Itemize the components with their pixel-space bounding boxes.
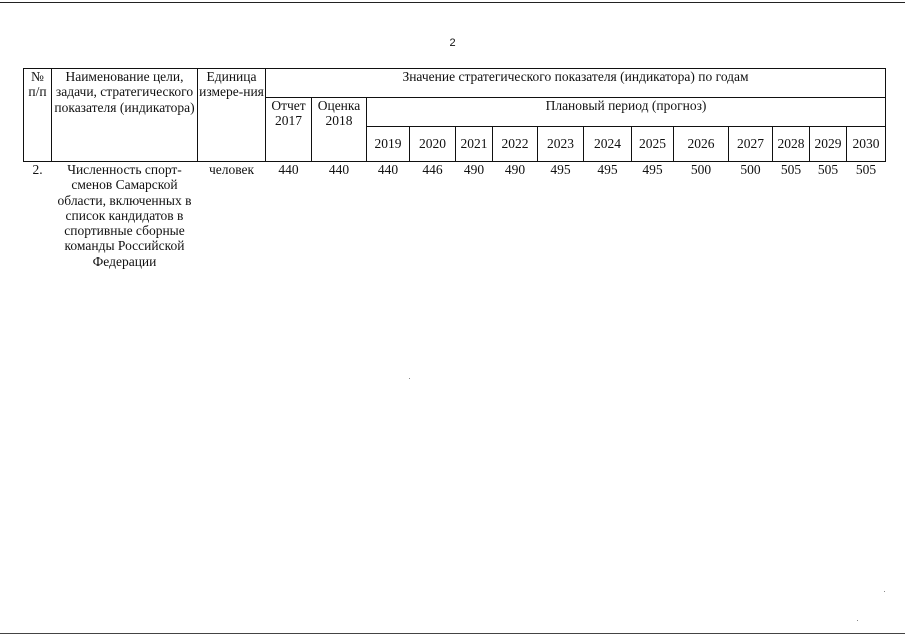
header-values-group: Значение стратегического показателя (индикатора) по годам bbox=[266, 69, 886, 98]
header-plan-group: Плановый период (прогноз) bbox=[367, 98, 886, 127]
row-year-value: 440 bbox=[377, 162, 399, 177]
header-year: 2019 bbox=[367, 127, 410, 162]
header-unit: Единица измере-ния bbox=[198, 69, 266, 162]
row-year-value: 490 bbox=[463, 162, 485, 177]
row-year-value: 505 bbox=[817, 162, 839, 177]
scan-speck bbox=[884, 591, 885, 592]
row-report-value: 440 bbox=[278, 162, 299, 177]
header-year: 2022 bbox=[493, 127, 538, 162]
scan-speck bbox=[409, 378, 410, 379]
header-year: 2027 bbox=[729, 127, 773, 162]
indicators-table bbox=[23, 68, 886, 269]
row-year-value: 500 bbox=[740, 162, 761, 177]
row-estimate-value: 440 bbox=[328, 162, 350, 177]
header-year: 2029 bbox=[810, 127, 847, 162]
row-year-value: 495 bbox=[642, 162, 663, 177]
row-unit: человек bbox=[208, 162, 255, 177]
header-year: 2023 bbox=[538, 127, 584, 162]
header-year: 2021 bbox=[456, 127, 493, 162]
header-estimate: Оценка 2018 bbox=[312, 98, 367, 162]
top-scan-edge bbox=[0, 2, 905, 3]
header-year: 2030 bbox=[847, 127, 886, 162]
row-year-value: 446 bbox=[422, 162, 443, 177]
header-report: Отчет 2017 bbox=[266, 98, 312, 162]
row-year-value: 490 bbox=[504, 162, 526, 177]
header-year: 2028 bbox=[773, 127, 810, 162]
row-indicator-name: Численность спорт-сменов Самарской области, включенных в список кандидатов в спортивные сборные команды Российской Федерации bbox=[57, 162, 192, 269]
scan-speck bbox=[857, 620, 858, 621]
bottom-scan-edge bbox=[0, 633, 905, 634]
header-year: 2025 bbox=[632, 127, 674, 162]
header-num: № п/п bbox=[24, 69, 52, 162]
header-name: Наименование цели, задачи, стратегического показателя (индикатора) bbox=[52, 69, 198, 162]
row-year-value: 505 bbox=[855, 162, 877, 177]
row-year-value: 505 bbox=[780, 162, 802, 177]
header-year: 2026 bbox=[674, 127, 729, 162]
row-year-value: 495 bbox=[597, 162, 618, 177]
row-year-value: 500 bbox=[690, 162, 712, 177]
row-num: 2. bbox=[32, 162, 43, 177]
header-year: 2024 bbox=[584, 127, 632, 162]
table-row bbox=[24, 162, 886, 269]
header-year: 2020 bbox=[410, 127, 456, 162]
row-year-value: 495 bbox=[550, 162, 571, 177]
page-number: 2 bbox=[449, 37, 456, 49]
